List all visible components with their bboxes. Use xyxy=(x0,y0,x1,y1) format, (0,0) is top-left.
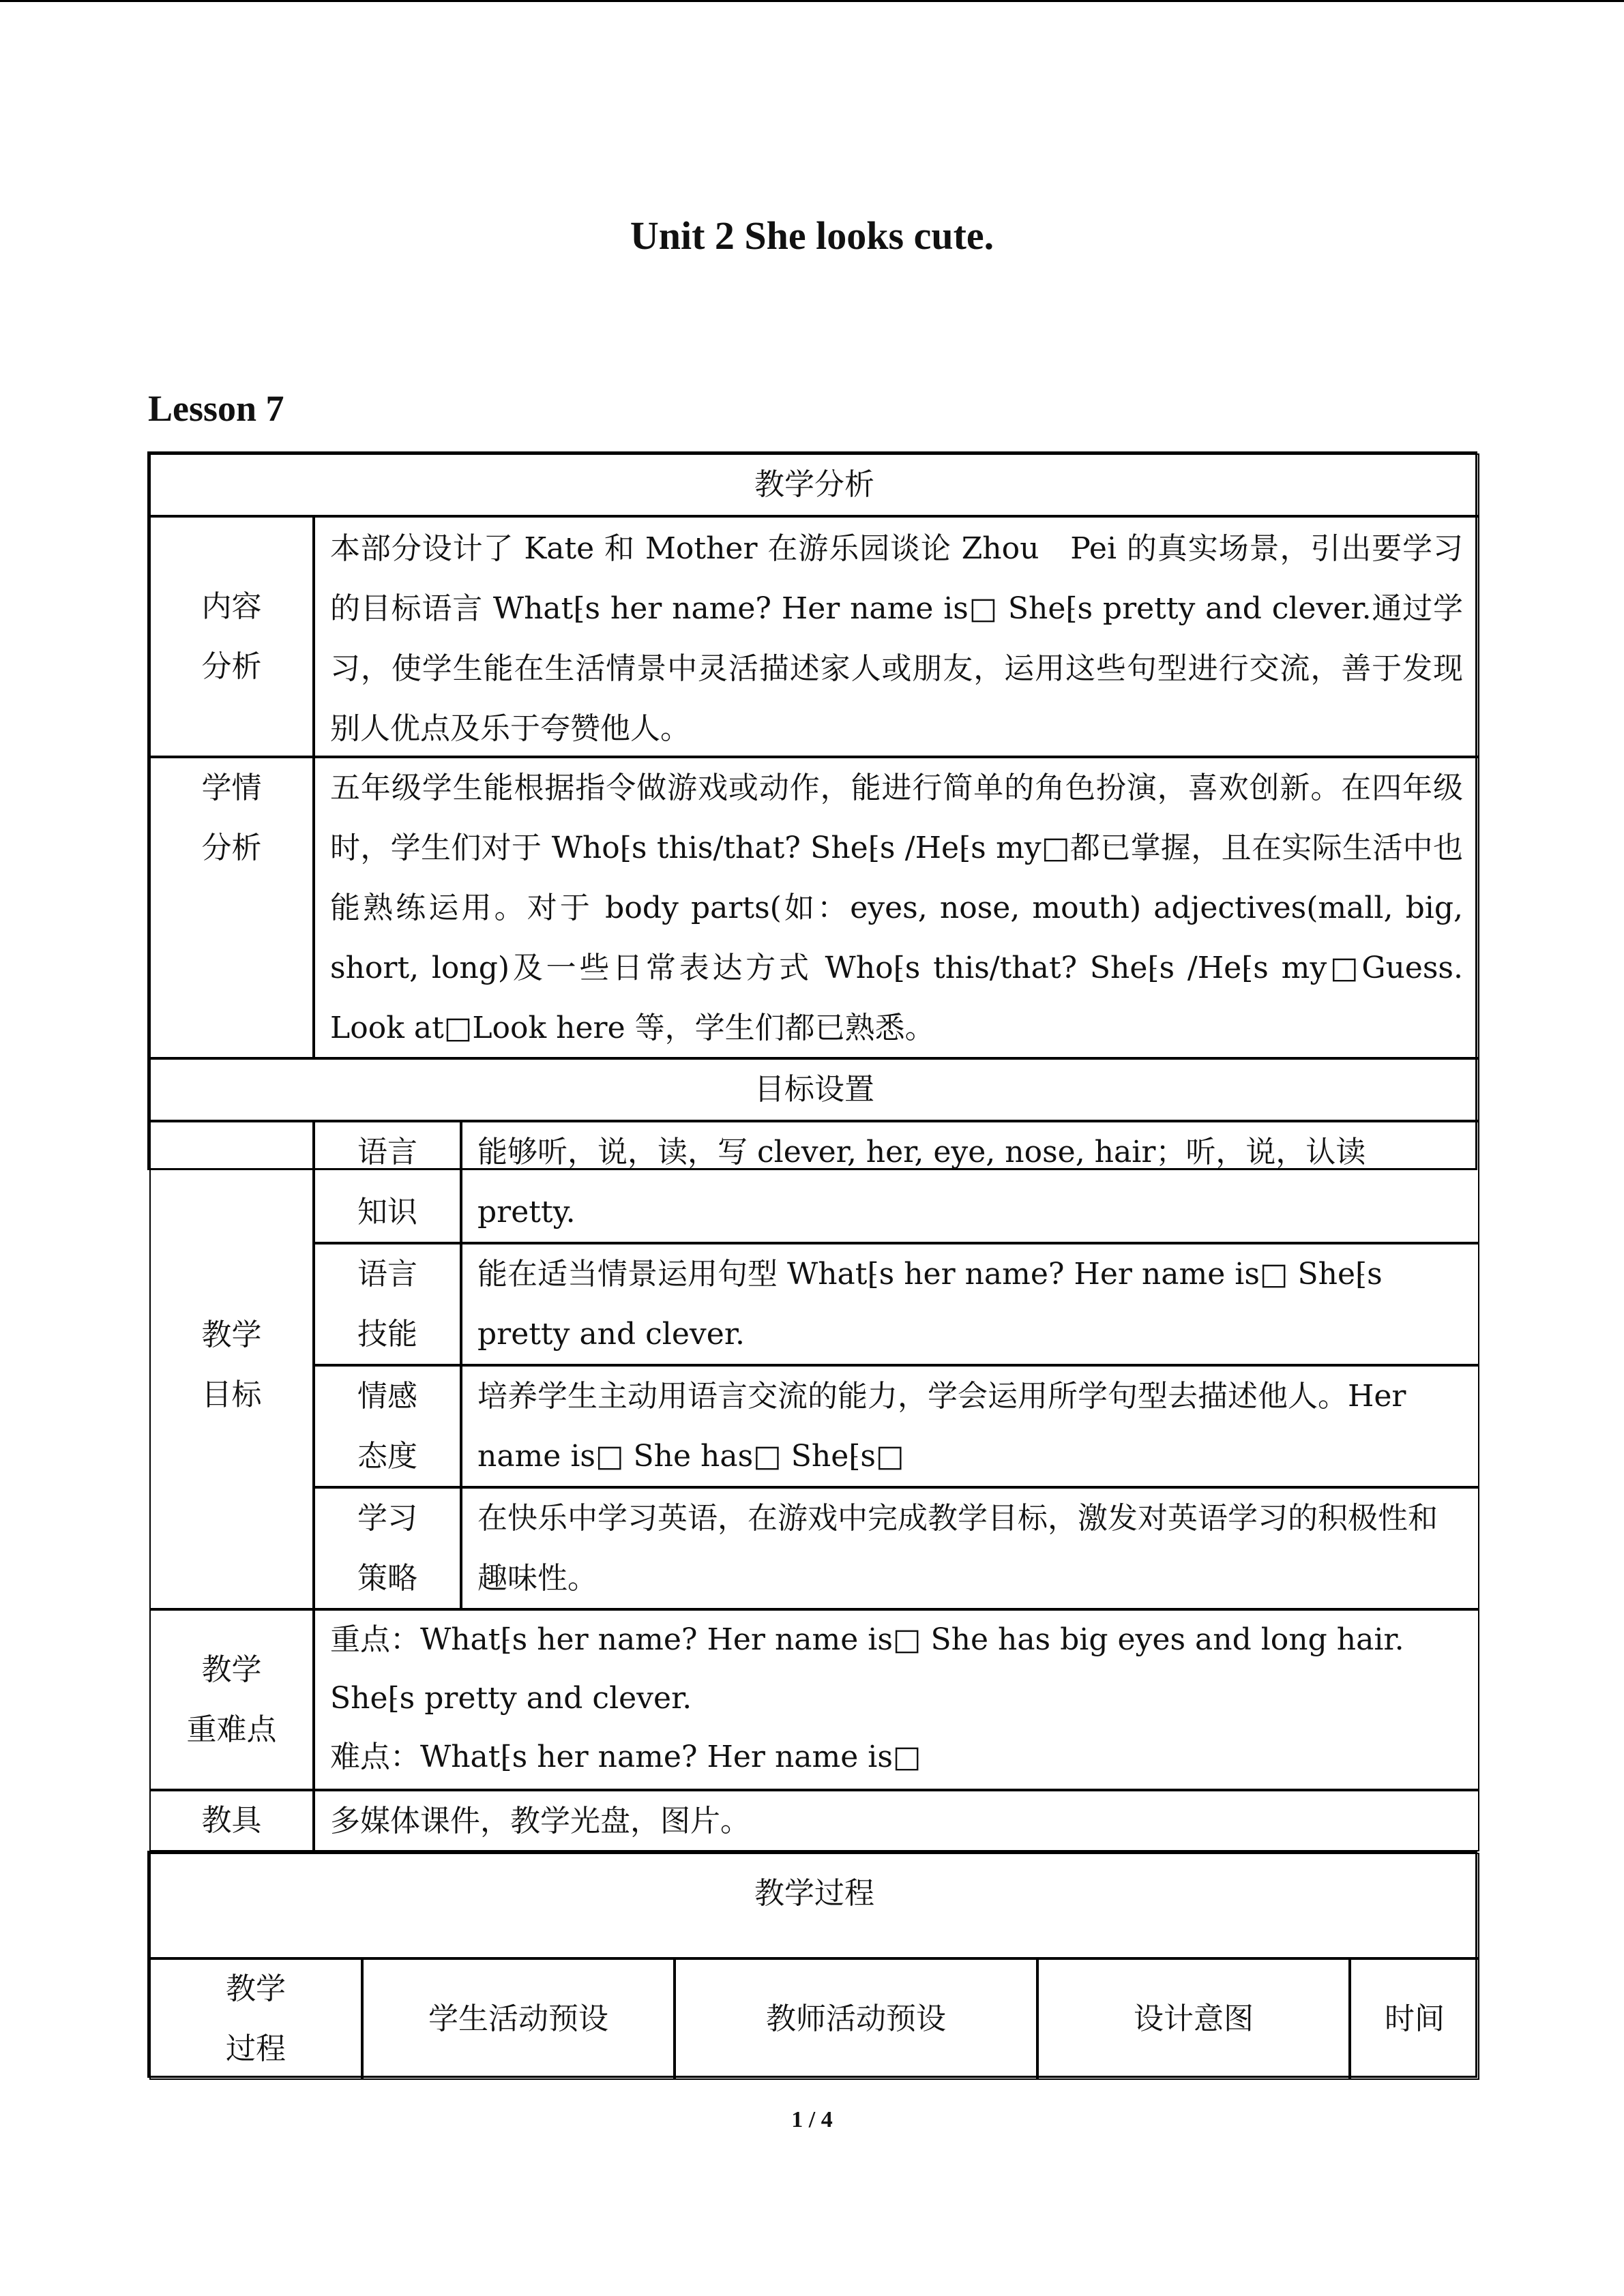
goal-label: 情感 态度 xyxy=(314,1365,461,1487)
process-col-intent: 设计意图 xyxy=(1037,1958,1350,2080)
goal-row xyxy=(314,1365,1479,1487)
lesson-plan-table xyxy=(147,451,1477,1838)
process-col-time: 时间 xyxy=(1350,1958,1479,2080)
goal-label: 语言 技能 xyxy=(314,1243,461,1365)
process-table xyxy=(147,1851,1477,2078)
top-border-line xyxy=(0,0,1624,2)
tools-label: 教具 xyxy=(149,1790,314,1851)
key-points-text xyxy=(314,1609,1479,1790)
goal-label: 学习 策略 xyxy=(314,1487,461,1609)
process-col-student: 学生活动预设 xyxy=(362,1958,675,2080)
difficult-point: 难点：What⁅s her name? Her name is□ xyxy=(330,1740,921,1774)
goal-text: 在快乐中学习英语，在游戏中完成教学目标，激发对英语学习的积极性和趣味性。 xyxy=(461,1487,1479,1609)
document-title: Unit 2 She looks cute. xyxy=(630,213,994,258)
tools-text: 多媒体课件，教学光盘，图片。 xyxy=(314,1790,1479,1851)
goal-text: 培养学生主动用语言交流的能力，学会运用所学句型去描述他人。Her name is□ She has□ She⁅s□ xyxy=(461,1365,1479,1487)
goal-row xyxy=(314,1121,1479,1243)
goal-text: 能在适当情景运用句型 What⁅s her name? Her name is□ She⁅s pretty and clever. xyxy=(461,1243,1479,1365)
page-number: 1 / 4 xyxy=(791,2107,833,2132)
goal-row xyxy=(314,1243,1479,1365)
content-analysis-text: 本部分设计了 Kate 和 Mother 在游乐园谈论 Zhou Pei 的真实场景，引出要学习的目标语言 What⁅s her name? Her name is□ She⁅s pretty and clever.通过学习，使学生能在生活情景中灵活描述家人或朋友，运用这些句型进行交流，善于发现别人优点及乐于夸赞他人。 xyxy=(314,516,1479,757)
goals-header: 目标设置 xyxy=(149,1058,1479,1121)
process-col-teacher: 教师活动预设 xyxy=(675,1958,1037,2080)
goal-label: 语言 知识 xyxy=(314,1121,461,1243)
key-point: 重点：What⁅s her name? Her name is□ She has big eyes and long hair. She⁅s pretty and clever. xyxy=(330,1622,1404,1716)
goal-row xyxy=(314,1487,1479,1609)
learner-analysis-label: 学情 分析 xyxy=(149,757,314,1058)
goal-text: 能够听，说，读，写 clever, her, eye, nose, hair；听，说，认读 pretty. xyxy=(461,1121,1479,1243)
learner-analysis-text: 五年级学生能根据指令做游戏或动作，能进行简单的角色扮演，喜欢创新。在四年级时，学生们对于 Who⁅s this/that? She⁅s /He⁅s my□都已掌握，且在实际生活中也能熟练运用。对于 body parts(如：eyes, nose, mouth) adjectives(mall, big, short, long)及一些日常表达方式 Who⁅s this/that? She⁅s /He⁅s my□Guess. Look at□Look here 等，学生们都已熟悉。 xyxy=(314,757,1479,1058)
lesson-heading: Lesson 7 xyxy=(148,388,284,429)
analysis-header: 教学分析 xyxy=(149,453,1479,516)
process-header: 教学过程 xyxy=(149,1853,1479,1958)
key-points-label: 教学 重难点 xyxy=(149,1609,314,1790)
process-col-stage: 教学 过程 xyxy=(149,1958,362,2080)
content-analysis-label: 内容 分析 xyxy=(149,516,314,757)
teaching-goals-label: 教学 目标 xyxy=(149,1121,314,1609)
